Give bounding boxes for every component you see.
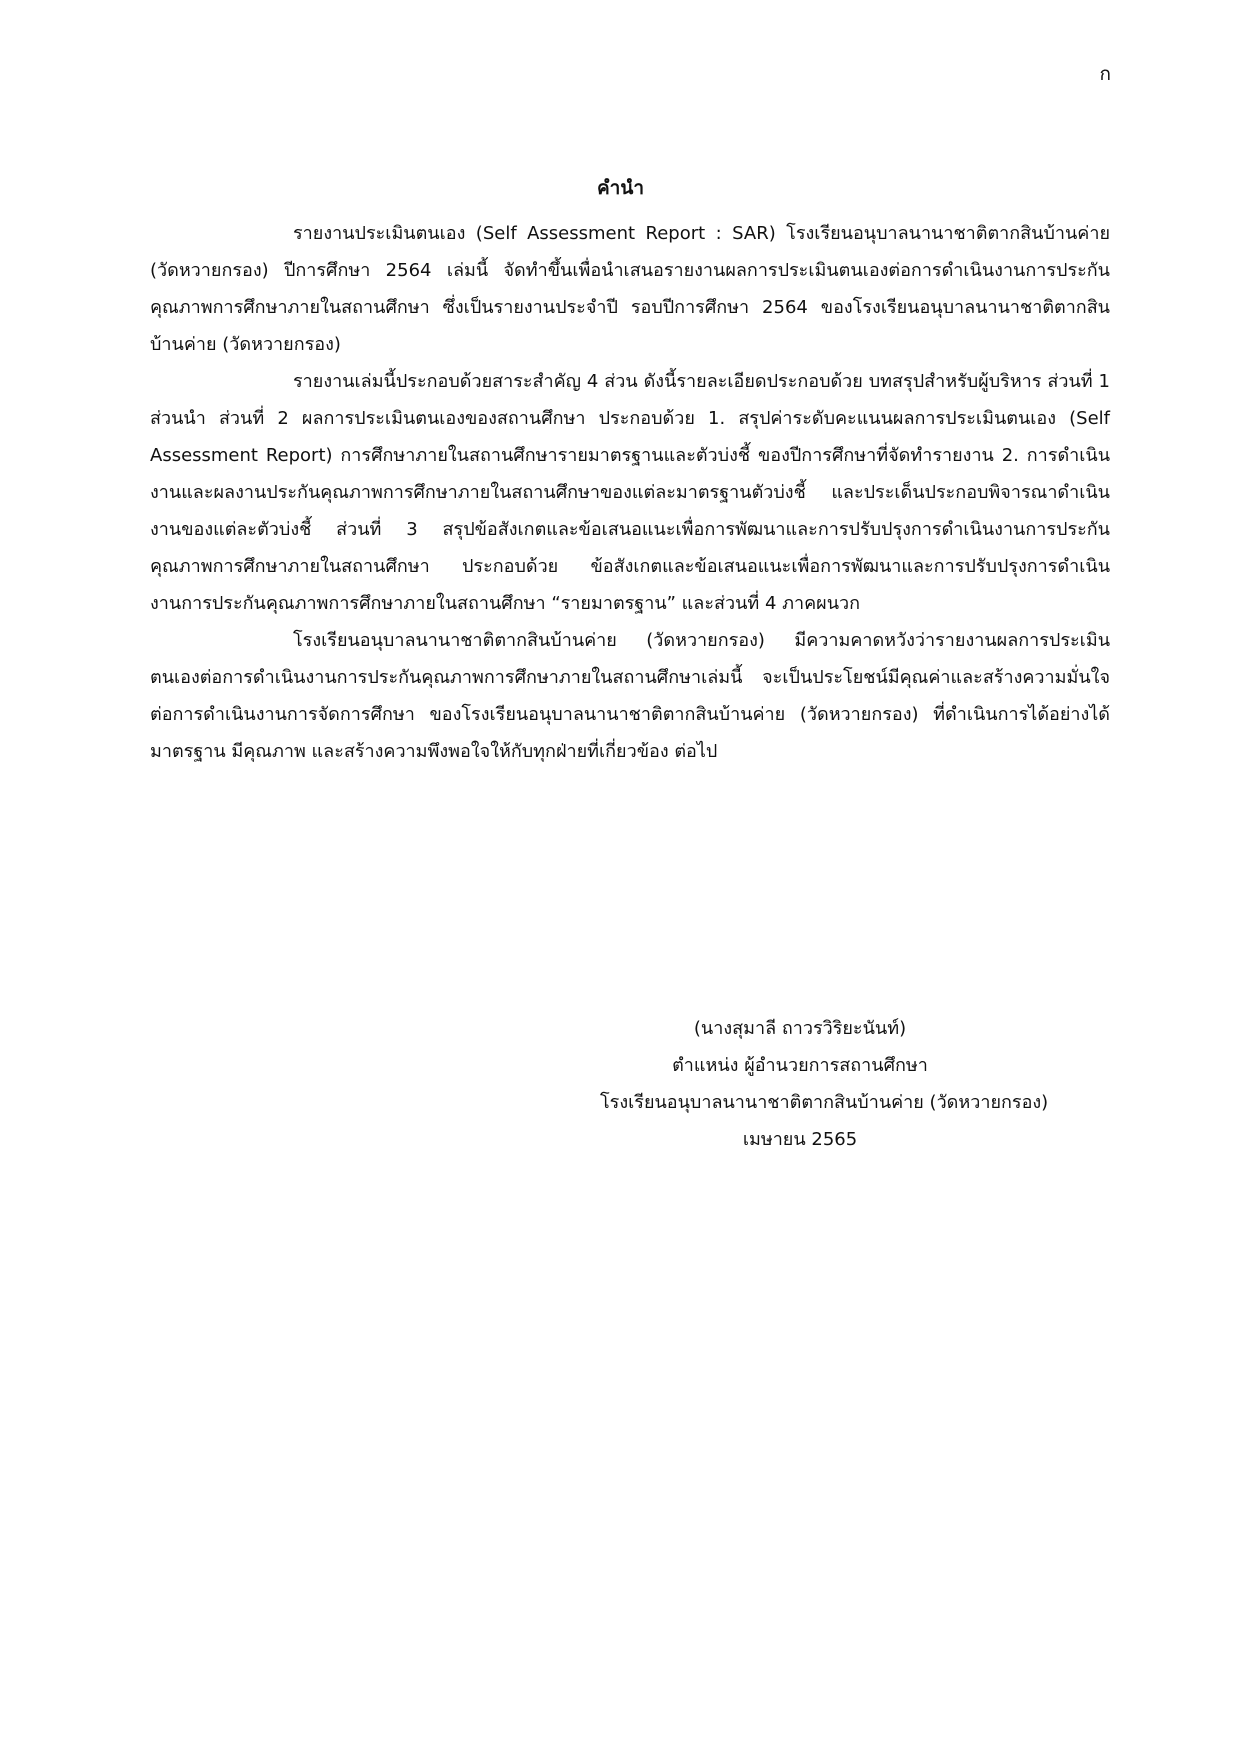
signature-block	[600, 1010, 1049, 1158]
paragraph-intro: รายงานประเมินตนเอง (Self Assessment Report : SAR) โรงเรียนอนุบาลนานาชาติตากสินบ้านค่าย (วัดหวายกรอง) ปีการศึกษา 2564 เล่มนี้ จัดทำขึ้นเพื่อนำเสนอรายงานผลการประเมินตนเองต่อการดำเนินงานการประกันคุณภาพการศึกษาภายในสถานศึกษา ซึ่งเป็นรายงานประจำปี รอบปีการศึกษา 2564 ของโรงเรียนอนุบาลนานาชาติตากสินบ้านค่าย (วัดหวายกรอง)	[150, 223, 1110, 355]
signatory-position: ตำแหน่ง ผู้อำนวยการสถานศึกษา	[672, 1055, 928, 1076]
document-body	[150, 215, 1110, 770]
signature-date: เมษายน 2565	[742, 1129, 858, 1150]
page-number: ก	[1099, 63, 1111, 85]
paragraph-contents: รายงานเล่มนี้ประกอบด้วยสาระสำคัญ 4 ส่วน ดังนี้รายละเอียดประกอบด้วย บทสรุปสำหรับผู้บริหาร ส่วนที่ 1 ส่วนนำ ส่วนที่ 2 ผลการประเมินตนเองของสถานศึกษา ประกอบด้วย 1. สรุปค่าระดับคะแนนผลการประเมินตนเอง (Self Assessment Report) การศึกษาภายในสถานศึกษารายมาตรฐานและตัวบ่งชี้ ของปีการศึกษาที่จัดทำรายงาน 2. การดำเนินงานและผลงานประกันคุณภาพการศึกษาภายในสถานศึกษาของแต่ละมาตรฐานตัวบ่งชี้ และประเด็นประกอบพิจารณาดำเนินงานของแต่ละตัวบ่งชี้ ส่วนที่ 3 สรุปข้อสังเกตและข้อเสนอแนะเพื่อการพัฒนาและการปรับปรุงการดำเนินงานการประกันคุณภาพการศึกษาภายในสถานศึกษา ประกอบด้วย ข้อสังเกตและข้อเสนอแนะเพื่อการพัฒนาและการปรับปรุงการดำเนินงานการประกันคุณภาพการศึกษาภายในสถานศึกษา “รายมาตรฐาน” และส่วนที่ 4 ภาคผนวก	[150, 371, 1110, 614]
signatory-school: โรงเรียนอนุบาลนานาชาติตากสินบ้านค่าย (วัดหวายกรอง)	[600, 1092, 1049, 1113]
paragraph-closing: โรงเรียนอนุบาลนานาชาติตากสินบ้านค่าย (วัดหวายกรอง) มีความคาดหวังว่ารายงานผลการประเมินตนเองต่อการดำเนินงานการประกันคุณภาพการศึกษาภายในสถานศึกษาเล่มนี้ จะเป็นประโยชน์มีคุณค่าและสร้างความมั่นใจต่อการดำเนินงานการจัดการศึกษา ของโรงเรียนอนุบาลนานาชาติตากสินบ้านค่าย (วัดหวายกรอง) ที่ดำเนินการได้อย่างได้มาตรฐาน มีคุณภาพ และสร้างความพึงพอใจให้กับทุกฝ่ายที่เกี่ยวข้อง ต่อไป	[150, 630, 1110, 762]
document-title: คำนำ	[596, 177, 645, 199]
signatory-name: (นางสุมาลี ถาวรวิริยะนันท์)	[693, 1018, 907, 1039]
